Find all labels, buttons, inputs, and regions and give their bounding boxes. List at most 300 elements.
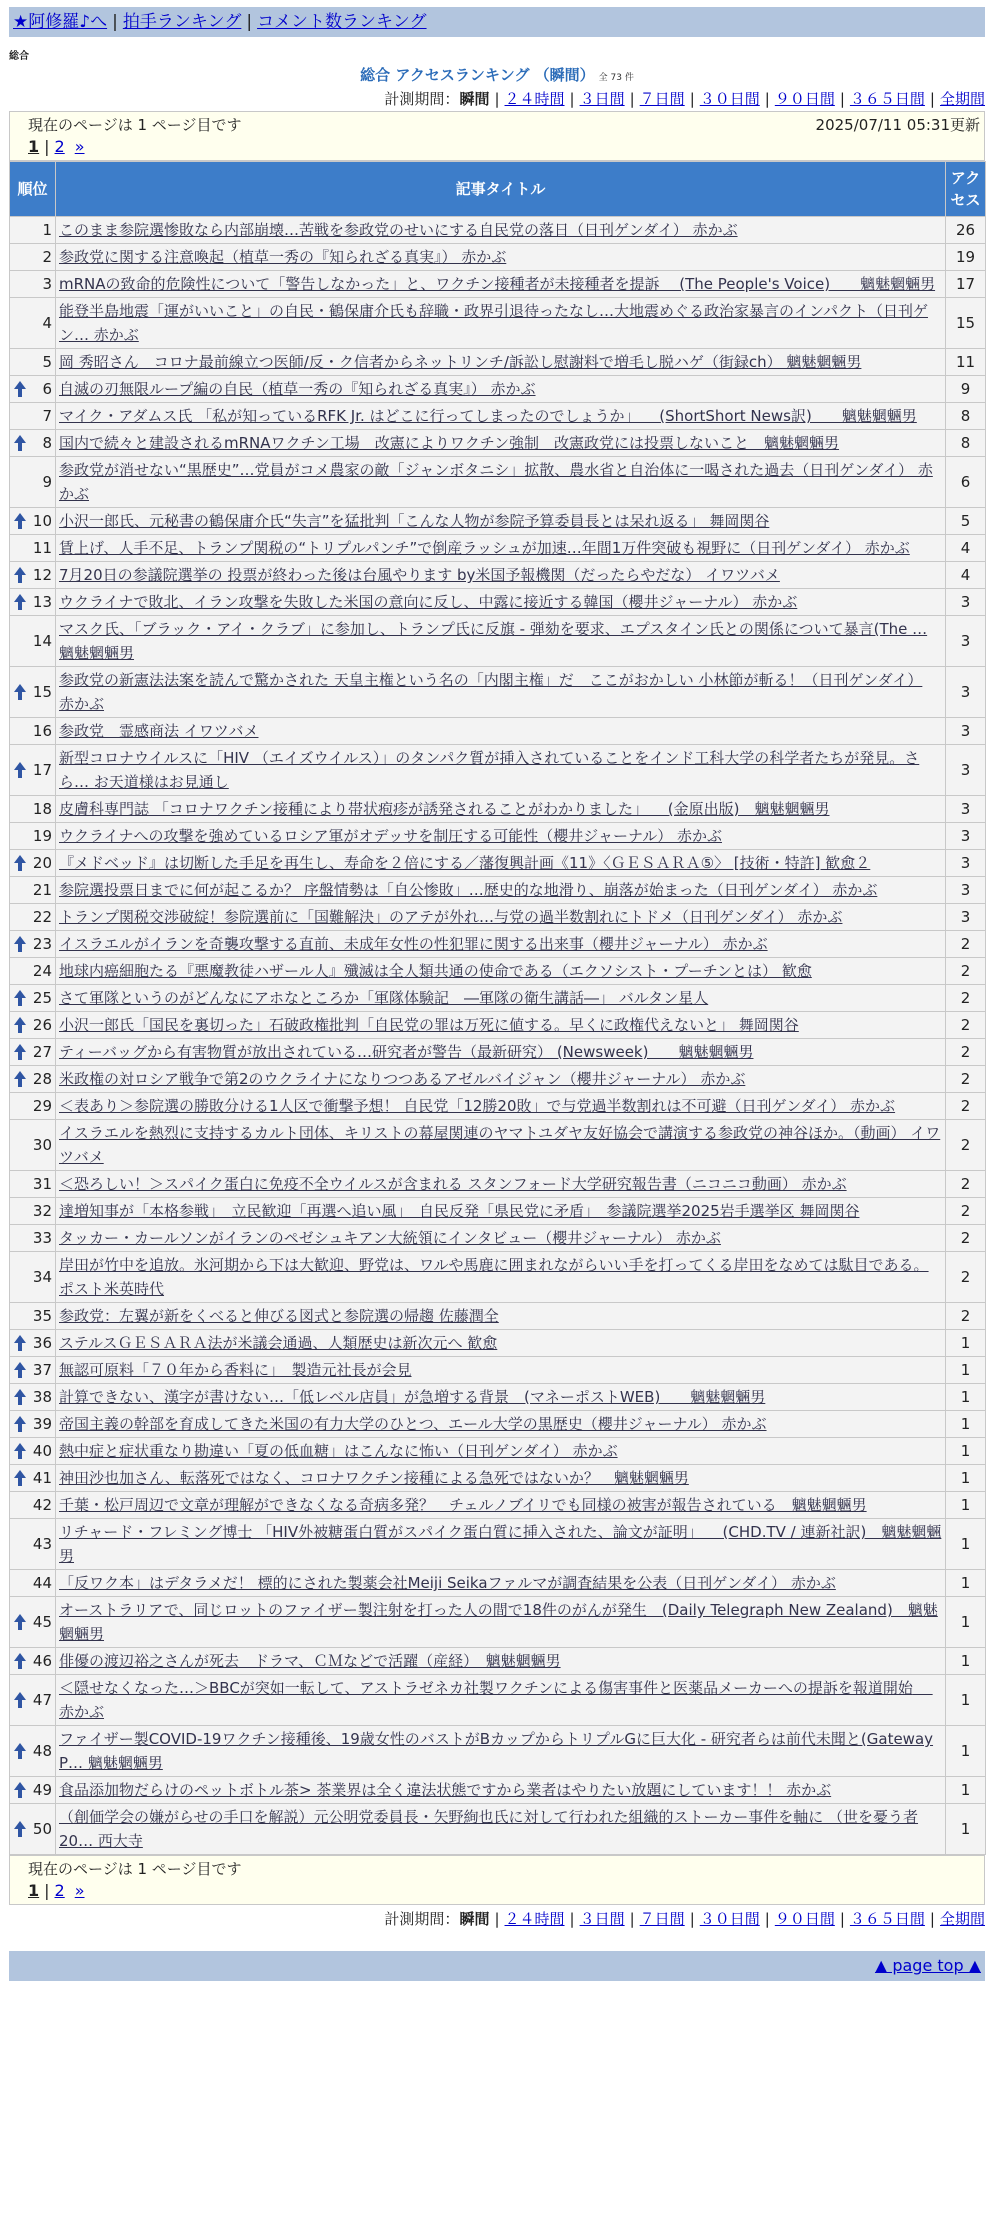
rank-number: 35	[32, 1307, 52, 1325]
pager-next[interactable]: »	[74, 1881, 85, 1900]
article-title-link[interactable]: ウクライナへの攻撃を強めているロシア軍がオデッサを制圧する可能性（櫻井ジャーナル） 赤かぶ	[59, 827, 722, 845]
rank-number: 17	[32, 761, 52, 779]
article-title-link[interactable]: さて軍隊というのがどんなにアホなところか「軍隊体験記 ―軍隊の衛生講話―」 バルタン星人	[59, 989, 709, 1007]
access-count: 1	[946, 1384, 986, 1411]
rank-number: 34	[32, 1268, 52, 1286]
article-title-link[interactable]: オーストラリアで、同じロットのファイザー製注射を打った人の間で18件のがんが発生 (Daily Telegraph New Zealand) 魑魅魍魎男	[59, 1601, 938, 1643]
period-separator: |	[629, 90, 635, 108]
article-title-link[interactable]: （創価学会の嫌がらせの手口を解説）元公明党委員長・矢野絢也氏に対して行われた組織的ストーカー事件を軸に （世を憂う者 20… 西大寺	[59, 1808, 919, 1850]
period-link-3d[interactable]: ３日間	[579, 1910, 625, 1928]
period-bar-bottom	[9, 1907, 985, 1931]
pager-current: 1	[28, 137, 40, 156]
period-separator: |	[689, 90, 695, 108]
rank-cell	[10, 1330, 56, 1357]
rank-up-arrow-icon	[13, 379, 27, 399]
table-row	[10, 904, 986, 931]
rank-cell	[10, 1198, 56, 1225]
table-row	[10, 796, 986, 823]
article-title-link[interactable]: 国内で続々と建設されるmRNAワクチン工場 改憲によりワクチン強制 改憲政党には投票しないこと 魑魅魍魎男	[59, 434, 840, 452]
title-cell	[56, 667, 946, 718]
article-title-link[interactable]: 参政党の新憲法法案を読んで驚かされた 天皇主権という名の「内閣主権」だ ここがおかしい 小林節が斬る！（日刊ゲンダイ） 赤かぶ	[59, 671, 923, 713]
title-cell	[56, 958, 946, 985]
pager-current: 1	[28, 1881, 40, 1900]
access-count: 3	[946, 850, 986, 877]
rank-number: 20	[32, 854, 52, 872]
rank-number: 8	[42, 434, 52, 452]
period-link-all[interactable]: 全期間	[939, 90, 985, 108]
rank-number: 23	[32, 935, 52, 953]
applause-ranking-link[interactable]: 拍手ランキング	[122, 12, 242, 32]
access-count: 2	[946, 1066, 986, 1093]
rank-number: 50	[32, 1820, 52, 1838]
title-cell	[56, 244, 946, 271]
rank-cell	[10, 958, 56, 985]
title-cell	[56, 904, 946, 931]
access-count: 9	[946, 376, 986, 403]
title-cell	[56, 430, 946, 457]
article-title-link[interactable]: イスラエルを熱烈に支持するカルト団体、キリストの幕屋関連のヤマトユダヤ友好協会で講演する参政党の神谷ほか。（動画） イワツバメ	[59, 1124, 941, 1166]
rank-number: 16	[32, 722, 52, 740]
rank-cell	[10, 796, 56, 823]
rank-number: 7	[42, 407, 52, 425]
col-header-title: 記事タイトル	[56, 162, 946, 217]
period-separator: |	[764, 1910, 770, 1928]
title-cell	[56, 1198, 946, 1225]
article-title-link[interactable]: 千葉・松戸周辺で文章が理解ができなくなる奇病多発？ チェルノブイリでも同様の被害が報告されている 魑魅魍魎男	[59, 1496, 867, 1514]
item-count: 全 73 件	[598, 73, 634, 83]
page-top-link[interactable]: ▲ page top ▲	[874, 1956, 981, 1975]
access-count: 4	[946, 562, 986, 589]
rank-number: 14	[32, 632, 52, 650]
rank-number: 45	[32, 1613, 52, 1631]
table-row	[10, 403, 986, 430]
rank-number: 48	[32, 1742, 52, 1760]
table-row	[10, 376, 986, 403]
rank-number: 25	[32, 989, 52, 1007]
rank-number: 9	[42, 473, 52, 491]
access-count: 1	[946, 1777, 986, 1804]
article-title-link[interactable]: 参政党に関する注意喚起（植草一秀の『知られざる真実』） 赤かぶ	[59, 248, 507, 266]
title-cell	[56, 1012, 946, 1039]
rank-cell	[10, 244, 56, 271]
rank-up-arrow-icon	[13, 1387, 27, 1407]
rank-number: 44	[32, 1574, 52, 1592]
table-row	[10, 1225, 986, 1252]
article-title-link[interactable]: 「反ワク本」はデタラメだ！ 標的にされた製薬会社Meiji Seikaファルマが調査結果を公表（日刊ゲンダイ） 赤かぶ	[59, 1574, 836, 1592]
rank-number: 47	[32, 1691, 52, 1709]
col-header-rank: 順位	[10, 162, 56, 217]
period-separator: |	[929, 90, 935, 108]
table-row	[10, 1465, 986, 1492]
rank-cell	[10, 931, 56, 958]
access-count: 1	[946, 1438, 986, 1465]
rank-cell	[10, 457, 56, 508]
title-cell	[56, 796, 946, 823]
article-title-link[interactable]: 神田沙也加さん、転落死ではなく、コロナワクチン接種による急死ではないか？ 魑魅魍魎男	[59, 1469, 689, 1487]
title-cell	[56, 1252, 946, 1303]
article-title-link[interactable]: イスラエルがイランを奇襲攻撃する直前、未成年女性の性犯罪に関する出来事（櫻井ジャーナル） 赤かぶ	[59, 935, 768, 953]
title-cell	[56, 403, 946, 430]
table-row	[10, 985, 986, 1012]
access-count: 1	[946, 1492, 986, 1519]
rank-up-arrow-icon	[13, 1741, 27, 1761]
access-count: 3	[946, 718, 986, 745]
rank-number: 32	[32, 1202, 52, 1220]
access-count: 3	[946, 667, 986, 718]
rank-cell	[10, 1777, 56, 1804]
table-row	[10, 1519, 986, 1570]
article-title-link[interactable]: 地球内癌細胞たる『悪魔教徒ハザール人』殲滅は全人類共通の使命である（エクソシスト・プーチンとは） 歓愈	[59, 962, 812, 980]
rank-cell	[10, 376, 56, 403]
rank-cell	[10, 1648, 56, 1675]
rank-number: 19	[32, 827, 52, 845]
rank-number: 15	[32, 683, 52, 701]
rank-cell	[10, 430, 56, 457]
rank-cell	[10, 850, 56, 877]
rank-up-arrow-icon	[13, 1612, 27, 1632]
access-count: 2	[946, 1171, 986, 1198]
access-count: 1	[946, 1330, 986, 1357]
comment-ranking-link[interactable]: コメント数ランキング	[257, 12, 427, 32]
title-cell	[56, 562, 946, 589]
pager-page-2[interactable]: 2	[54, 137, 65, 156]
access-count: 3	[946, 823, 986, 850]
rank-up-arrow-icon	[13, 934, 27, 954]
table-row	[10, 508, 986, 535]
article-title-link[interactable]: 岸田が竹中を追放。氷河期から下は大歓迎、野党は、ワルや馬鹿に囲まれながらいい手を打ってくる岸田をなめては駄目である。 ポスト米英時代	[59, 1256, 929, 1298]
rank-number: 40	[32, 1442, 52, 1460]
table-row	[10, 1597, 986, 1648]
article-title-link[interactable]: mRNAの致命的危険性について「警告しなかった」と、ワクチン接種者が未接種者を提訴 (The People's Voice) 魑魅魍魎男	[59, 275, 936, 293]
rank-cell	[10, 562, 56, 589]
article-title-link[interactable]: 『メドベッド』は切断した手足を再生し、寿命を２倍にする／藩復興計画《11》〈ＧＥＳＡＲＡ⑤〉 [技術・特許] 歓愈２	[59, 854, 871, 872]
period-separator: |	[569, 90, 575, 108]
article-title-link[interactable]: 賃上げ、人手不足、トランプ関税の“トリプルパンチ”で倒産ラッシュが加速…年間1万件突破も視野に（日刊ゲンダイ） 赤かぶ	[59, 539, 910, 557]
table-row	[10, 1357, 986, 1384]
rank-up-arrow-icon	[13, 1069, 27, 1089]
access-count: 3	[946, 616, 986, 667]
pager-page-2[interactable]: 2	[54, 1881, 65, 1900]
table-row	[10, 745, 986, 796]
access-count: 6	[946, 457, 986, 508]
rank-up-arrow-icon	[13, 565, 27, 585]
article-title-link[interactable]: 達増知事が「本格参戦」 立民歓迎「再選へ追い風」 自民反発「県民党に矛盾」 参議院選挙2025岩手選挙区 舞岡関谷	[59, 1202, 860, 1220]
table-row	[10, 1171, 986, 1198]
title-cell	[56, 457, 946, 508]
rank-up-arrow-icon	[13, 1360, 27, 1380]
rank-number: 24	[32, 962, 52, 980]
article-title-link[interactable]: 7月20日の参議院選挙の 投票が終わった後は台風やります by米国予報機関（だったらやだな） イワツバメ	[59, 566, 780, 584]
table-row	[10, 244, 986, 271]
rank-cell	[10, 1726, 56, 1777]
period-link-30d[interactable]: ３０日間	[699, 90, 760, 108]
access-count: 2	[946, 1252, 986, 1303]
rank-up-arrow-icon	[13, 1015, 27, 1035]
article-title-link[interactable]: 新型コロナウイルスに「HIV （エイズウイルス）」のタンパク質が挿入されていることをインド工科大学の科学者たちが発見。さら… お天道様はお見通し	[59, 749, 920, 791]
rank-cell	[10, 1120, 56, 1171]
rank-number: 13	[32, 593, 52, 611]
title-cell	[56, 616, 946, 667]
rank-number: 1	[42, 221, 52, 239]
article-title-link[interactable]: このまま参院選惨敗なら内部崩壊…苦戦を参政党のせいにする自民党の落日（日刊ゲンダイ） 赤かぶ	[59, 221, 738, 239]
col-header-access: アクセス	[946, 162, 986, 217]
table-row	[10, 850, 986, 877]
article-title-link[interactable]: ティーバッグから有害物質が放出されている…研究者が警告（最新研究） (Newsweek) 魑魅魍魎男	[59, 1043, 754, 1061]
article-title-link[interactable]: ファイザー製COVID-19ワクチン接種後、19歳女性のバストがBカップからトリプルGに巨大化 - 研究者らは前代未聞と(Gateway P… 魑魅魍魎男	[59, 1730, 934, 1772]
home-link[interactable]: ★阿修羅♪へ	[13, 12, 108, 32]
access-count: 3	[946, 796, 986, 823]
period-link-90d[interactable]: ９０日間	[774, 90, 835, 108]
period-link-30d[interactable]: ３０日間	[699, 1910, 760, 1928]
table-row	[10, 217, 986, 244]
article-title-link[interactable]: 参院選投票日までに何が起こるか？ 序盤情勢は「自公惨敗」…歴史的な地滑り、崩落が始まった（日刊ゲンダイ） 赤かぶ	[59, 881, 878, 899]
title-cell	[56, 931, 946, 958]
page-info-box-bottom	[9, 1855, 985, 1905]
table-row	[10, 1120, 986, 1171]
access-count: 8	[946, 403, 986, 430]
rank-number: 36	[32, 1334, 52, 1352]
article-title-link[interactable]: 参政党 霊感商法 イワツバメ	[59, 722, 259, 740]
period-link-7d[interactable]: ７日間	[639, 1910, 685, 1928]
ranking-table	[9, 161, 986, 1855]
table-row	[10, 1648, 986, 1675]
title-cell	[56, 1093, 946, 1120]
title-cell	[56, 1357, 946, 1384]
access-count: 2	[946, 985, 986, 1012]
period-separator: |	[629, 1910, 635, 1928]
article-title-link[interactable]: マイク・アダムス氏 「私が知っているRFK Jr. はどこに行ってしまったのでしょうか」 (ShortShort News訳) 魑魅魍魎男	[59, 407, 917, 425]
title-cell	[56, 1570, 946, 1597]
rank-cell	[10, 1357, 56, 1384]
period-link-3d[interactable]: ３日間	[579, 90, 625, 108]
table-row	[10, 877, 986, 904]
rank-cell	[10, 349, 56, 376]
article-title-link[interactable]: 能登半島地震「運がいいこと」の自民・鶴保庸介氏も辞職・政界引退待ったなし…大地震めぐる政治家暴言のインパクト（日刊ゲン… 赤かぶ	[59, 302, 928, 344]
period-link-365d[interactable]: ３６５日間	[849, 1910, 925, 1928]
pager-next[interactable]: »	[74, 137, 85, 156]
access-count: 2	[946, 1303, 986, 1330]
table-row	[10, 430, 986, 457]
period-separator: |	[839, 1910, 845, 1928]
article-title-link[interactable]: ＜表あり＞参院選の勝敗分ける1人区で衝撃予想！ 自民党「12勝20敗」で与党過半数割れは不可避（日刊ゲンダイ） 赤かぶ	[59, 1097, 896, 1115]
table-header-row	[10, 162, 986, 217]
rank-cell	[10, 1066, 56, 1093]
title-cell	[56, 1675, 946, 1726]
period-separator: |	[494, 1910, 500, 1928]
rank-number: 37	[32, 1361, 52, 1379]
article-title-link[interactable]: ステルスＧＥＳＡＲＡ法が米議会通過、人類歴史は新次元へ 歓愈	[59, 1334, 498, 1352]
article-title-link[interactable]: 参政党が消せない“黒歴史”…党員がコメ農家の敵「ジャンボタニシ」拡散、農水省と自治体に一喝された過去（日刊ゲンダイ） 赤かぶ	[59, 461, 933, 503]
period-link-24h[interactable]: ２４時間	[504, 90, 565, 108]
rank-number: 43	[32, 1535, 52, 1553]
table-row	[10, 589, 986, 616]
access-count: 2	[946, 1093, 986, 1120]
table-row	[10, 1066, 986, 1093]
page-title-row	[9, 63, 985, 87]
rank-number: 22	[32, 908, 52, 926]
table-row	[10, 298, 986, 349]
rank-up-arrow-icon	[13, 1690, 27, 1710]
title-cell	[56, 1411, 946, 1438]
table-row	[10, 718, 986, 745]
table-row	[10, 1726, 986, 1777]
article-title-link[interactable]: タッカー・カールソンがイランのペゼシュキアン大統領にインタビュー（櫻井ジャーナル） 赤かぶ	[59, 1229, 721, 1247]
title-cell	[56, 508, 946, 535]
rank-number: 38	[32, 1388, 52, 1406]
article-title-link[interactable]: 岡 秀昭さん コロナ最前線立つ医師/反・ク信者からネットリンチ/訴訟し慰謝料で増毛し脱ハゲ（街録ch） 魑魅魍魎男	[59, 353, 862, 371]
article-title-link[interactable]: マスク氏、「ブラック・アイ・クラブ」に参加し、トランプ氏に反旗 - 弾劾を要求、エプスタイン氏との関係について暴言(The … 魑魅魍魎男	[59, 620, 928, 662]
period-link-all[interactable]: 全期間	[939, 1910, 985, 1928]
title-cell	[56, 1384, 946, 1411]
table-row	[10, 1198, 986, 1225]
period-link-365d[interactable]: ３６５日間	[849, 90, 925, 108]
rank-cell	[10, 217, 56, 244]
access-count: 1	[946, 1675, 986, 1726]
table-row	[10, 1093, 986, 1120]
table-row	[10, 931, 986, 958]
article-title-link[interactable]: ウクライナで敗北、イラン攻撃を失敗した米国の意向に反し、中露に接近する韓国（櫻井ジャーナル） 赤かぶ	[59, 593, 798, 611]
article-title-link[interactable]: 無認可原料「７０年から香料に」 製造元社長が会見	[59, 1361, 412, 1379]
rank-cell	[10, 1012, 56, 1039]
rank-up-arrow-icon	[13, 1441, 27, 1461]
rank-number: 4	[42, 314, 52, 332]
title-cell	[56, 1726, 946, 1777]
rank-cell	[10, 403, 56, 430]
access-count: 1	[946, 1570, 986, 1597]
article-title-link[interactable]: トランプ関税交渉破綻！参院選前に「国難解決」のアテが外れ…与党の過半数割れにトドメ（日刊ゲンダイ） 赤かぶ	[59, 908, 843, 926]
rank-number: 39	[32, 1415, 52, 1433]
pager-bottom	[28, 1880, 966, 1902]
access-count: 26	[946, 217, 986, 244]
table-row	[10, 271, 986, 298]
rank-cell	[10, 589, 56, 616]
period-separator: |	[839, 90, 845, 108]
rank-cell	[10, 877, 56, 904]
period-link-90d[interactable]: ９０日間	[774, 1910, 835, 1928]
title-cell	[56, 298, 946, 349]
rank-cell	[10, 823, 56, 850]
rank-up-arrow-icon	[13, 1819, 27, 1839]
article-title-link[interactable]: 食品添加物だらけのペットボトル茶> 茶業界は全く違法状態ですから業者はやりたい放題にしています！！ 赤かぶ	[59, 1781, 832, 1799]
table-row	[10, 1675, 986, 1726]
rank-number: 21	[32, 881, 52, 899]
table-row	[10, 1330, 986, 1357]
period-bar-top	[9, 87, 985, 111]
access-count: 4	[946, 535, 986, 562]
access-count: 2	[946, 958, 986, 985]
title-cell	[56, 1171, 946, 1198]
rank-up-arrow-icon	[13, 1780, 27, 1800]
pager-separator: |	[44, 137, 50, 156]
article-title-link[interactable]: ＜恐ろしい！＞スパイク蛋白に免疫不全ウイルスが含まれる スタンフォード大学研究報告書（ニコニコ動画） 赤かぶ	[59, 1175, 847, 1193]
rank-cell	[10, 1039, 56, 1066]
title-cell	[56, 718, 946, 745]
title-cell	[56, 217, 946, 244]
article-title-link[interactable]: 俳優の渡辺裕之さんが死去 ドラマ、ＣＭなどで活躍（産経） 魑魅魍魎男	[59, 1652, 561, 1670]
access-count: 2	[946, 1225, 986, 1252]
title-cell	[56, 535, 946, 562]
title-cell	[56, 376, 946, 403]
rank-up-arrow-icon	[13, 682, 27, 702]
nav-separator: |	[112, 12, 118, 32]
rank-up-arrow-icon	[13, 853, 27, 873]
period-current: 瞬間	[459, 1910, 490, 1928]
period-separator: |	[494, 90, 500, 108]
rank-number: 2	[42, 248, 52, 266]
access-count: 2	[946, 1198, 986, 1225]
rank-cell	[10, 1675, 56, 1726]
article-title-link[interactable]: ＜隠せなくなった…＞BBCが突如一転して、アストラゼネカ社製ワクチンによる傷害事件と医薬品メーカーへの提訴を報道開始 赤かぶ	[59, 1679, 933, 1721]
current-page-text: 現在のページは 1 ページ目です	[28, 1860, 242, 1878]
access-count: 3	[946, 904, 986, 931]
rank-number: 42	[32, 1496, 52, 1514]
bottom-bar	[9, 1951, 985, 1981]
rank-cell	[10, 1411, 56, 1438]
table-row	[10, 535, 986, 562]
table-row	[10, 1411, 986, 1438]
title-cell	[56, 1597, 946, 1648]
article-title-link[interactable]: 帝国主義の幹部を育成してきた米国の有力大学のひとつ、エール大学の黒歴史（櫻井ジャーナル） 赤かぶ	[59, 1415, 767, 1433]
article-title-link[interactable]: 米政権の対ロシア戦争で第2のウクライナになりつつあるアゼルバイジャン（櫻井ジャーナル） 赤かぶ	[59, 1070, 746, 1088]
article-title-link[interactable]: 自滅の刃無限ループ編の自民（植草一秀の『知られざる真実』） 赤かぶ	[59, 380, 536, 398]
title-cell	[56, 1492, 946, 1519]
article-title-link[interactable]: 計算できない、漢字が書けない…「低レベル店員」が急増する背景 (マネーポストWEB) 魑魅魍魎男	[59, 1388, 766, 1406]
table-row	[10, 1303, 986, 1330]
rank-cell	[10, 1303, 56, 1330]
rank-number: 12	[32, 566, 52, 584]
article-title-link[interactable]: リチャード・フレミング博士 「HIV外被糖蛋白質がスパイク蛋白質に挿入された、論文が証明」 (CHD.TV / 連新社訳) 魑魅魍魎男	[59, 1523, 942, 1565]
article-title-link[interactable]: 小沢一郎氏、元秘書の鶴保庸介氏“失言”を猛批判「こんな人物が参院予算委員長とは呆れ返る」 舞岡関谷	[59, 512, 770, 530]
rank-cell	[10, 1252, 56, 1303]
rank-up-arrow-icon	[13, 433, 27, 453]
table-row	[10, 1570, 986, 1597]
title-cell	[56, 1777, 946, 1804]
access-count: 3	[946, 877, 986, 904]
period-link-7d[interactable]: ７日間	[639, 90, 685, 108]
title-cell	[56, 1804, 946, 1855]
title-cell	[56, 850, 946, 877]
title-cell	[56, 1330, 946, 1357]
article-title-link[interactable]: 小沢一郎氏「国民を裏切った」石破政権批判「自民党の罪は万死に値する。早くに政権代えないと」 舞岡関谷	[59, 1016, 799, 1034]
rank-number: 18	[32, 800, 52, 818]
access-count: 1	[946, 1597, 986, 1648]
rank-cell	[10, 667, 56, 718]
rank-up-arrow-icon	[13, 1651, 27, 1671]
rank-cell	[10, 1465, 56, 1492]
access-count: 1	[946, 1357, 986, 1384]
article-title-link[interactable]: 参政党：左翼が新をくべると伸びる図式と参院選の帰趨 佐藤潤全	[59, 1307, 499, 1325]
rank-cell	[10, 1570, 56, 1597]
rank-cell	[10, 904, 56, 931]
table-row	[10, 562, 986, 589]
access-count: 1	[946, 1726, 986, 1777]
title-cell	[56, 349, 946, 376]
title-cell	[56, 271, 946, 298]
period-label: 計測期間：	[384, 90, 460, 108]
rank-number: 5	[42, 353, 52, 371]
article-title-link[interactable]: 熱中症と症状重なり勘違い「夏の低血糖」はこんなに怖い（日刊ゲンダイ） 赤かぶ	[59, 1442, 618, 1460]
access-count: 2	[946, 931, 986, 958]
rank-cell	[10, 508, 56, 535]
title-cell	[56, 745, 946, 796]
rank-number: 46	[32, 1652, 52, 1670]
title-cell	[56, 1039, 946, 1066]
rank-number: 10	[32, 512, 52, 530]
rank-up-arrow-icon	[13, 592, 27, 612]
period-link-24h[interactable]: ２４時間	[504, 1910, 565, 1928]
updated-timestamp: 2025/07/11 05:31更新	[815, 116, 980, 134]
article-title-link[interactable]: 皮膚科専門誌 「コロナワクチン接種により帯状疱疹が誘発されることがわかりました」 (金原出版) 魑魅魍魎男	[59, 800, 830, 818]
